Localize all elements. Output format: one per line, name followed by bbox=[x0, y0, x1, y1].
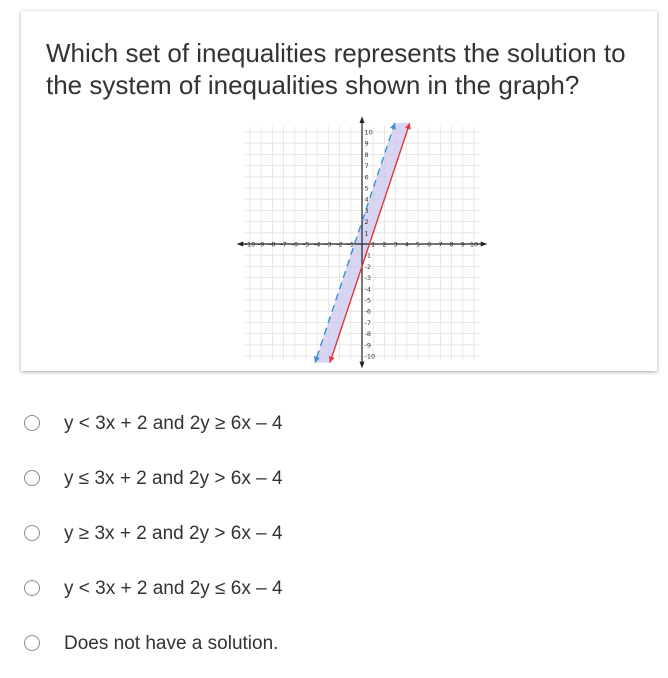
y-tick-label: -9 bbox=[364, 341, 371, 350]
y-tick-label: -10 bbox=[364, 352, 376, 361]
line-arrow bbox=[390, 123, 396, 130]
y-tick-label: 7 bbox=[364, 162, 369, 171]
x-tick-label: 1 bbox=[371, 240, 376, 249]
x-axis-arrow bbox=[237, 242, 244, 247]
radio-button[interactable] bbox=[24, 635, 40, 651]
x-tick-label: 10 bbox=[469, 240, 479, 249]
x-tick-label: 2 bbox=[382, 240, 387, 249]
option-label: y ≤ 3x + 2 and 2y > 6x – 4 bbox=[64, 468, 283, 489]
line-arrow bbox=[329, 356, 335, 363]
question-card bbox=[21, 11, 657, 371]
y-tick-label: -4 bbox=[364, 285, 371, 294]
question-text: Which set of inequalities represents the solution to the system of inequalities shown in the graph? bbox=[46, 38, 626, 100]
y-tick-label: -8 bbox=[364, 330, 371, 339]
x-tick-label: -2 bbox=[336, 240, 343, 249]
x-tick-label: 5 bbox=[415, 240, 421, 249]
y-tick-label: -3 bbox=[364, 274, 371, 283]
y-tick-label: 3 bbox=[364, 206, 369, 215]
option-label: Does not have a solution. bbox=[64, 633, 279, 654]
radio-button[interactable] bbox=[24, 580, 40, 596]
x-tick-label: -6 bbox=[291, 240, 299, 249]
option-3[interactable] bbox=[24, 515, 624, 555]
radio-button[interactable] bbox=[24, 470, 40, 486]
y-tick-label: -7 bbox=[364, 318, 371, 327]
y-tick-label: 1 bbox=[364, 229, 369, 238]
y-tick-label: -5 bbox=[364, 296, 371, 305]
x-tick-label: -7 bbox=[280, 240, 287, 249]
y-tick-label: 4 bbox=[364, 195, 369, 204]
radio-button[interactable] bbox=[24, 415, 40, 431]
x-tick-label: 7 bbox=[438, 240, 443, 249]
y-tick-label: 2 bbox=[364, 218, 369, 227]
x-tick-label: -8 bbox=[269, 240, 276, 249]
x-tick-label: 6 bbox=[427, 240, 432, 249]
x-tick-label: -9 bbox=[257, 240, 265, 249]
y-axis-arrow bbox=[360, 116, 365, 123]
y-tick-label: 6 bbox=[364, 173, 369, 182]
y-tick-label: -2 bbox=[364, 262, 371, 271]
y-tick-label: -6 bbox=[364, 307, 371, 316]
option-label: y ≥ 3x + 2 and 2y > 6x – 4 bbox=[64, 523, 283, 544]
option-5[interactable] bbox=[24, 625, 624, 665]
option-2[interactable] bbox=[24, 460, 624, 500]
y-tick-label: 5 bbox=[364, 184, 369, 193]
x-tick-label: 3 bbox=[393, 240, 398, 249]
x-tick-label: -10 bbox=[244, 240, 256, 249]
radio-button[interactable] bbox=[24, 525, 40, 541]
x-tick-label: 9 bbox=[460, 240, 465, 249]
x-tick-label: -5 bbox=[302, 240, 310, 249]
inequality-graph bbox=[207, 108, 487, 368]
y-tick-label: 9 bbox=[364, 139, 369, 148]
x-tick-label: -3 bbox=[325, 240, 332, 249]
option-1[interactable] bbox=[24, 405, 624, 445]
x-axis-arrow bbox=[481, 242, 487, 247]
option-label: y < 3x + 2 and 2y ≤ 6x – 4 bbox=[64, 578, 283, 599]
x-tick-label: 8 bbox=[449, 240, 454, 249]
x-tick-label: 4 bbox=[404, 240, 409, 249]
x-tick-label: -4 bbox=[313, 240, 321, 249]
y-tick-label: -1 bbox=[364, 251, 371, 260]
x-tick-label: -1 bbox=[347, 240, 355, 249]
y-tick-label: 10 bbox=[364, 128, 373, 137]
option-4[interactable] bbox=[24, 570, 624, 610]
y-tick-label: 8 bbox=[364, 150, 369, 159]
option-label: y < 3x + 2 and 2y ≥ 6x – 4 bbox=[64, 413, 283, 434]
y-axis-arrow bbox=[360, 362, 365, 368]
